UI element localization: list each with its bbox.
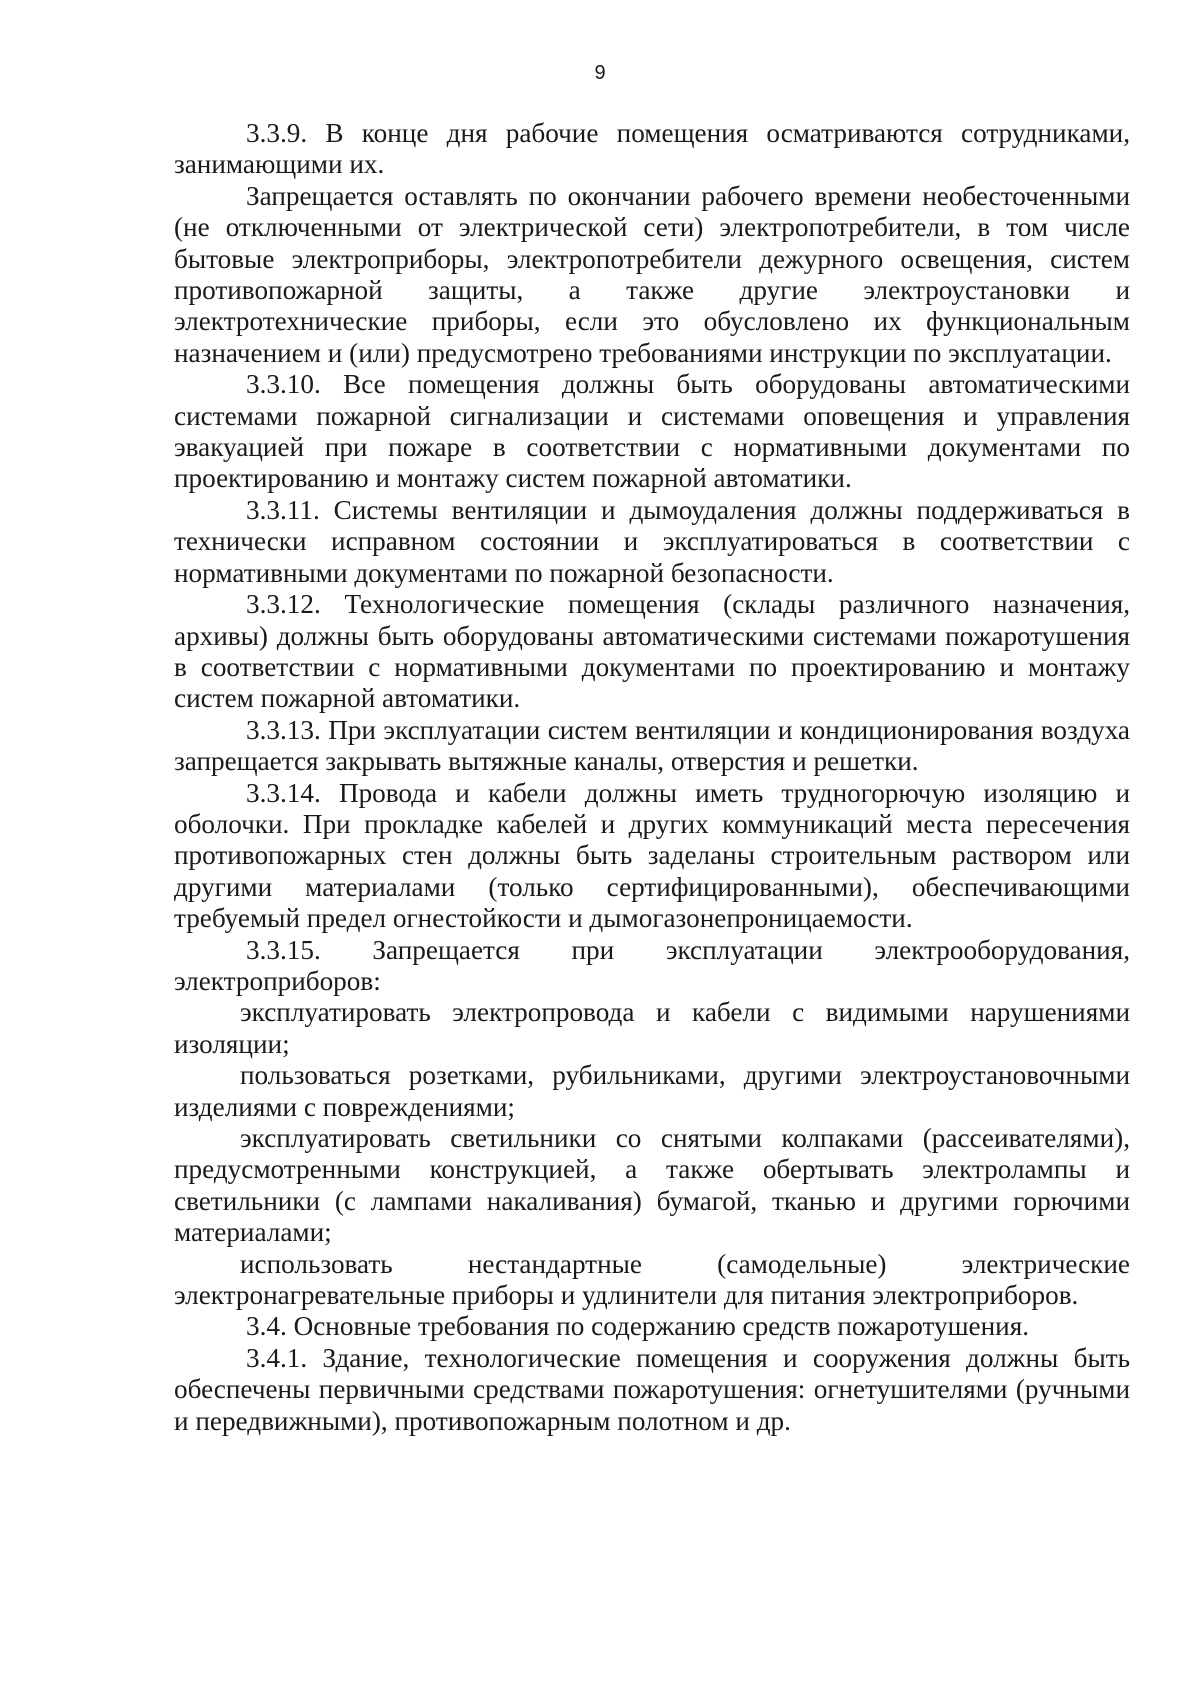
list-item-damaged-wiring: эксплуатировать электропровода и кабели с видимыми нарушениями изоляции; xyxy=(174,997,1130,1059)
paragraph-3-3-9: 3.3.9. В конце дня рабочие помещения осматриваются сотрудниками, занимающими их. xyxy=(174,118,1130,180)
page-number: 9 xyxy=(594,62,606,84)
paragraph-3-3-14: 3.3.14. Провода и кабели должны иметь трудногорючую изоляцию и оболочки. При прокладке кабелей и других коммуникаций места пересечения противопожарных стен должны быть заделаны строительным раствором или другими материалами (только сертифицированными), обеспечивающими требуемый предел огнестойкости и дымогазонепроницаемости. xyxy=(174,777,1130,934)
list-item-nonstandard-heaters: использовать нестандартные (самодельные) электрические электронагревательные приборы и удлинители для питания электроприборов. xyxy=(174,1248,1130,1311)
paragraph-3-3-15: 3.3.15. Запрещается при эксплуатации электрооборудования, электроприборов: xyxy=(174,934,1130,996)
paragraph-3-4: 3.4. Основные требования по содержанию средств пожаротушения. xyxy=(246,1311,1030,1342)
paragraph-3-3-13: 3.3.13. При эксплуатации систем вентиляции и кондиционирования воздуха запрещается закрывать вытяжные каналы, отверстия и решетки. xyxy=(174,714,1130,777)
paragraph-prohibition-unpowered: Запрещается оставлять по окончании рабочего времени необесточенными (не отключенными от электрической сети) электропотребители, в том числе бытовые электроприборы, электропотребители дежурного освещения, систем противопожарной защиты, а также другие электроустановки и электротехнические приборы, если это обусловлено их функциональным назначением и (или) предусмотрено требованиями инструкции по эксплуатации. xyxy=(174,180,1130,368)
paragraph-3-4-1: 3.4.1. Здание, технологические помещения и сооружения должны быть обеспечены первичными средствами пожаротушения: огнетушителями (ручными и передвижными), противопожарным полотном и др. xyxy=(174,1342,1130,1436)
list-item-damaged-sockets: пользоваться розетками, рубильниками, другими электроустановочными изделиями с повреждениями; xyxy=(174,1060,1130,1122)
paragraph-3-3-10: 3.3.10. Все помещения должны быть оборудованы автоматическими системами пожарной сигнализации и системами оповещения и управления эвакуацией при пожаре в соответствии с нормативными документами по проектированию и монтажу систем пожарной автоматики. xyxy=(174,369,1130,494)
paragraph-3-3-12: 3.3.12. Технологические помещения (склады различного назначения, архивы) должны быть оборудованы автоматическими системами пожаротушения в соответствии с нормативными документами по проектированию и монтажу систем пожарной автоматики. xyxy=(174,589,1130,714)
document-body xyxy=(174,118,1130,1437)
list-item-lamps-without-covers: эксплуатировать светильники со снятыми колпаками (рассеивателями), предусмотренными конструкцией, а также обертывать электролампы и светильники (с лампами накаливания) бумагой, тканью и другими горючими материалами; xyxy=(174,1123,1130,1248)
paragraph-3-3-11: 3.3.11. Системы вентиляции и дымоудаления должны поддерживаться в технически исправном состоянии и эксплуатироваться в соответствии с нормативными документами по пожарной безопасности. xyxy=(174,494,1130,588)
